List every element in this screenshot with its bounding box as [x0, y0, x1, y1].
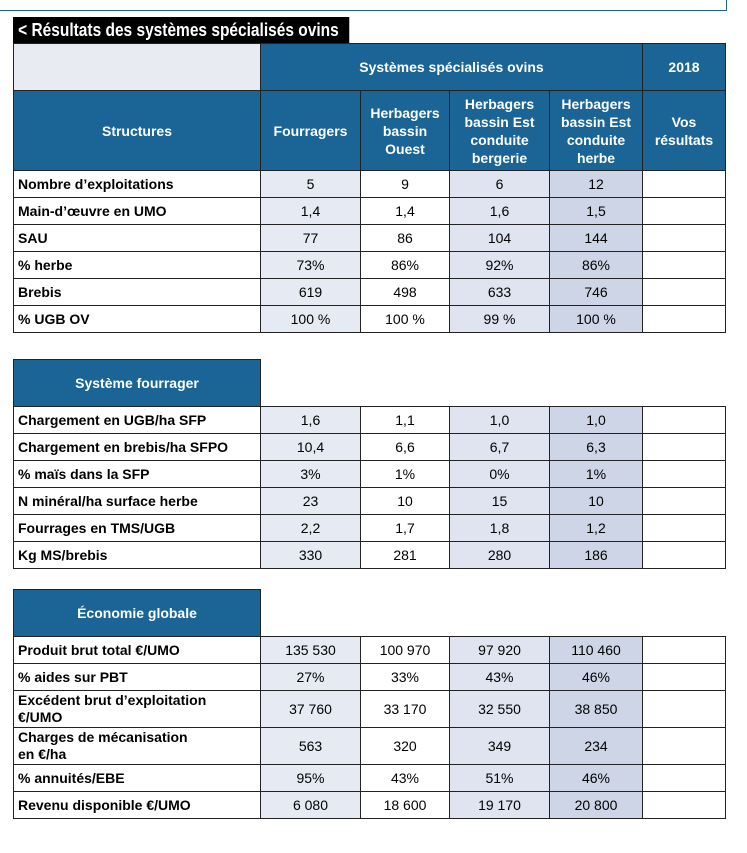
row-label-line: Brebis	[18, 284, 62, 300]
value-cell: 1,8	[450, 515, 550, 542]
value-cell: 1,0	[450, 407, 550, 434]
table-row	[14, 198, 726, 225]
row-label	[14, 515, 261, 542]
row-label-line: % annuités/EBE	[18, 770, 125, 786]
value-cell: 144	[550, 225, 643, 252]
row-label-line: Nombre d’exploitations	[18, 176, 174, 192]
value-cell: 33%	[361, 664, 450, 691]
row-label-line: Fourrages en TMS/UGB	[18, 520, 176, 536]
row-label	[14, 691, 261, 728]
value-cell: 3%	[261, 461, 361, 488]
row-label-line: Revenu disponible €/UMO	[18, 797, 191, 813]
row-label-line: % UGB OV	[18, 311, 90, 327]
value-cell: 1,1	[361, 407, 450, 434]
table-row	[14, 306, 726, 333]
value-cell: 99 %	[450, 306, 550, 333]
value-cell: 100 %	[361, 306, 450, 333]
column-header-line: bassin Est	[560, 113, 632, 130]
vos-resultats-cell[interactable]	[643, 765, 726, 792]
value-cell: 97 920	[450, 637, 550, 664]
value-cell: 51%	[450, 765, 550, 792]
section-title-economie-globale: Économie globale	[14, 590, 261, 637]
value-cell: 100 %	[261, 306, 361, 333]
value-cell: 37 760	[261, 691, 361, 728]
row-label	[14, 306, 261, 333]
row-label	[14, 461, 261, 488]
row-label-line: Chargement en brebis/ha SFPO	[18, 439, 229, 455]
value-cell: 95%	[261, 765, 361, 792]
value-cell: 19 170	[450, 792, 550, 819]
value-cell: 104	[450, 225, 550, 252]
value-cell: 38 850	[550, 691, 643, 728]
value-cell: 1,7	[361, 515, 450, 542]
value-cell: 186	[550, 542, 643, 569]
column-header-line: Vos	[671, 113, 697, 130]
value-cell: 43%	[361, 765, 450, 792]
row-label-line: Excédent brut d’exploitation	[18, 692, 207, 708]
row-label-line: % maïs dans la SFP	[18, 466, 150, 482]
value-cell: 1,2	[550, 515, 643, 542]
value-cell: 135 530	[261, 637, 361, 664]
top-frame-border	[0, 0, 727, 11]
value-cell: 746	[550, 279, 643, 306]
row-label	[14, 728, 261, 765]
systeme-fourrager-table	[13, 359, 726, 569]
value-cell: 619	[261, 279, 361, 306]
value-cell: 1,4	[361, 198, 450, 225]
vos-resultats-cell[interactable]	[643, 198, 726, 225]
table-row	[14, 225, 726, 252]
table-row	[14, 792, 726, 819]
table-row	[14, 461, 726, 488]
row-label-line: Kg MS/brebis	[18, 547, 108, 563]
column-header-line: herbe	[576, 149, 616, 166]
value-cell: 1%	[550, 461, 643, 488]
row-label-line: €/UMO	[18, 709, 63, 725]
row-label-line: % aides sur PBT	[18, 669, 128, 685]
value-cell: 15	[450, 488, 550, 515]
column-header-line: Herbagers	[561, 95, 631, 112]
value-cell: 633	[450, 279, 550, 306]
column-header-line: conduite	[566, 131, 626, 148]
column-header	[450, 91, 550, 171]
value-cell: 280	[450, 542, 550, 569]
row-label-line: Produit brut total €/UMO	[18, 642, 180, 658]
row-label	[14, 542, 261, 569]
group-header: Systèmes spécialisés ovins	[261, 44, 643, 91]
vos-resultats-cell[interactable]	[643, 461, 726, 488]
value-cell: 5	[261, 171, 361, 198]
column-header-line: conduite	[470, 131, 529, 148]
table-row	[14, 252, 726, 279]
row-label-line: Charges de mécanisation	[18, 729, 188, 745]
row-label	[14, 434, 261, 461]
column-header-line: Fourragers	[273, 122, 348, 139]
column-header-line: bergerie	[471, 149, 528, 166]
column-header-line: Herbagers	[464, 95, 535, 112]
row-label-line: % herbe	[18, 257, 73, 273]
value-cell: 33 170	[361, 691, 450, 728]
value-cell: 563	[261, 728, 361, 765]
value-cell: 32 550	[450, 691, 550, 728]
value-cell: 100 970	[361, 637, 450, 664]
column-header-line: Ouest	[385, 140, 425, 157]
value-cell: 6 080	[261, 792, 361, 819]
value-cell: 1,0	[550, 407, 643, 434]
value-cell: 43%	[450, 664, 550, 691]
vos-resultats-cell[interactable]	[643, 728, 726, 765]
value-cell: 27%	[261, 664, 361, 691]
vos-resultats-cell[interactable]	[643, 407, 726, 434]
table-row	[14, 171, 726, 198]
column-header-line: bassin Est	[464, 113, 535, 130]
value-cell: 330	[261, 542, 361, 569]
table-row	[14, 488, 726, 515]
column-header	[261, 91, 361, 171]
value-cell: 100 %	[550, 306, 643, 333]
value-cell: 2,2	[261, 515, 361, 542]
vos-resultats-cell[interactable]	[643, 691, 726, 728]
value-cell: 77	[261, 225, 361, 252]
structures-table	[13, 43, 726, 333]
value-cell: 110 460	[550, 637, 643, 664]
vos-resultats-cell[interactable]	[643, 637, 726, 664]
table-row	[14, 279, 726, 306]
table-row	[14, 515, 726, 542]
vos-resultats-cell[interactable]	[643, 252, 726, 279]
vos-resultats-cell[interactable]	[643, 515, 726, 542]
economie-globale-table	[13, 589, 726, 819]
vos-resultats-cell[interactable]	[643, 171, 726, 198]
value-cell: 6	[450, 171, 550, 198]
vos-resultats-cell[interactable]	[643, 225, 726, 252]
table-row	[14, 434, 726, 461]
column-header-line: Herbagers	[370, 104, 440, 121]
value-cell: 46%	[550, 664, 643, 691]
value-cell: 10	[361, 488, 450, 515]
table-row	[14, 765, 726, 792]
row-label	[14, 637, 261, 664]
row-label	[14, 198, 261, 225]
row-label	[14, 225, 261, 252]
year-header: 2018	[643, 44, 726, 91]
vos-resultats-cell[interactable]	[643, 664, 726, 691]
table-row	[14, 542, 726, 569]
vos-resultats-cell[interactable]	[643, 306, 726, 333]
row-label	[14, 664, 261, 691]
value-cell: 234	[550, 728, 643, 765]
value-cell: 10	[550, 488, 643, 515]
value-cell: 46%	[550, 765, 643, 792]
vos-resultats-cell[interactable]	[643, 792, 726, 819]
value-cell: 10,4	[261, 434, 361, 461]
row-label	[14, 252, 261, 279]
row-label-line: Chargement en UGB/ha SFP	[18, 412, 207, 428]
column-header-line: résultats	[654, 131, 714, 148]
table-row	[14, 407, 726, 434]
vos-resultats-cell[interactable]	[643, 542, 726, 569]
column-header	[361, 91, 450, 171]
row-label	[14, 792, 261, 819]
row-label-line: Main-d’œuvre en UMO	[18, 203, 167, 219]
value-cell: 73%	[261, 252, 361, 279]
value-cell: 498	[361, 279, 450, 306]
page-title: < Résultats des systèmes spécialisés ovins	[13, 17, 349, 43]
value-cell: 6,7	[450, 434, 550, 461]
value-cell: 86	[361, 225, 450, 252]
column-header	[643, 91, 726, 171]
value-cell: 18 600	[361, 792, 450, 819]
row-label	[14, 171, 261, 198]
value-cell: 1%	[361, 461, 450, 488]
value-cell: 6,3	[550, 434, 643, 461]
structures-header: Structures	[14, 91, 261, 171]
value-cell: 12	[550, 171, 643, 198]
value-cell: 6,6	[361, 434, 450, 461]
value-cell: 23	[261, 488, 361, 515]
value-cell: 9	[361, 171, 450, 198]
value-cell: 320	[361, 728, 450, 765]
table-row	[14, 637, 726, 664]
value-cell: 86%	[550, 252, 643, 279]
table-row	[14, 664, 726, 691]
row-label	[14, 765, 261, 792]
value-cell: 1,6	[261, 407, 361, 434]
row-label	[14, 279, 261, 306]
value-cell: 92%	[450, 252, 550, 279]
table-row	[14, 728, 726, 765]
row-label-line: N minéral/ha surface herbe	[18, 493, 198, 509]
row-label	[14, 407, 261, 434]
value-cell: 281	[361, 542, 450, 569]
value-cell: 1,4	[261, 198, 361, 225]
column-header	[550, 91, 643, 171]
vos-resultats-cell[interactable]	[643, 434, 726, 461]
vos-resultats-cell[interactable]	[643, 279, 726, 306]
value-cell: 86%	[361, 252, 450, 279]
vos-resultats-cell[interactable]	[643, 488, 726, 515]
row-label	[14, 488, 261, 515]
value-cell: 1,5	[550, 198, 643, 225]
value-cell: 20 800	[550, 792, 643, 819]
column-header-line: bassin	[382, 122, 428, 139]
section-title-systeme-fourrager: Système fourrager	[14, 360, 261, 407]
row-label-line: SAU	[18, 230, 48, 246]
table-row	[14, 691, 726, 728]
value-cell: 349	[450, 728, 550, 765]
value-cell: 1,6	[450, 198, 550, 225]
row-label-line: en €/ha	[18, 746, 67, 762]
value-cell: 0%	[450, 461, 550, 488]
header-corner	[14, 44, 261, 91]
